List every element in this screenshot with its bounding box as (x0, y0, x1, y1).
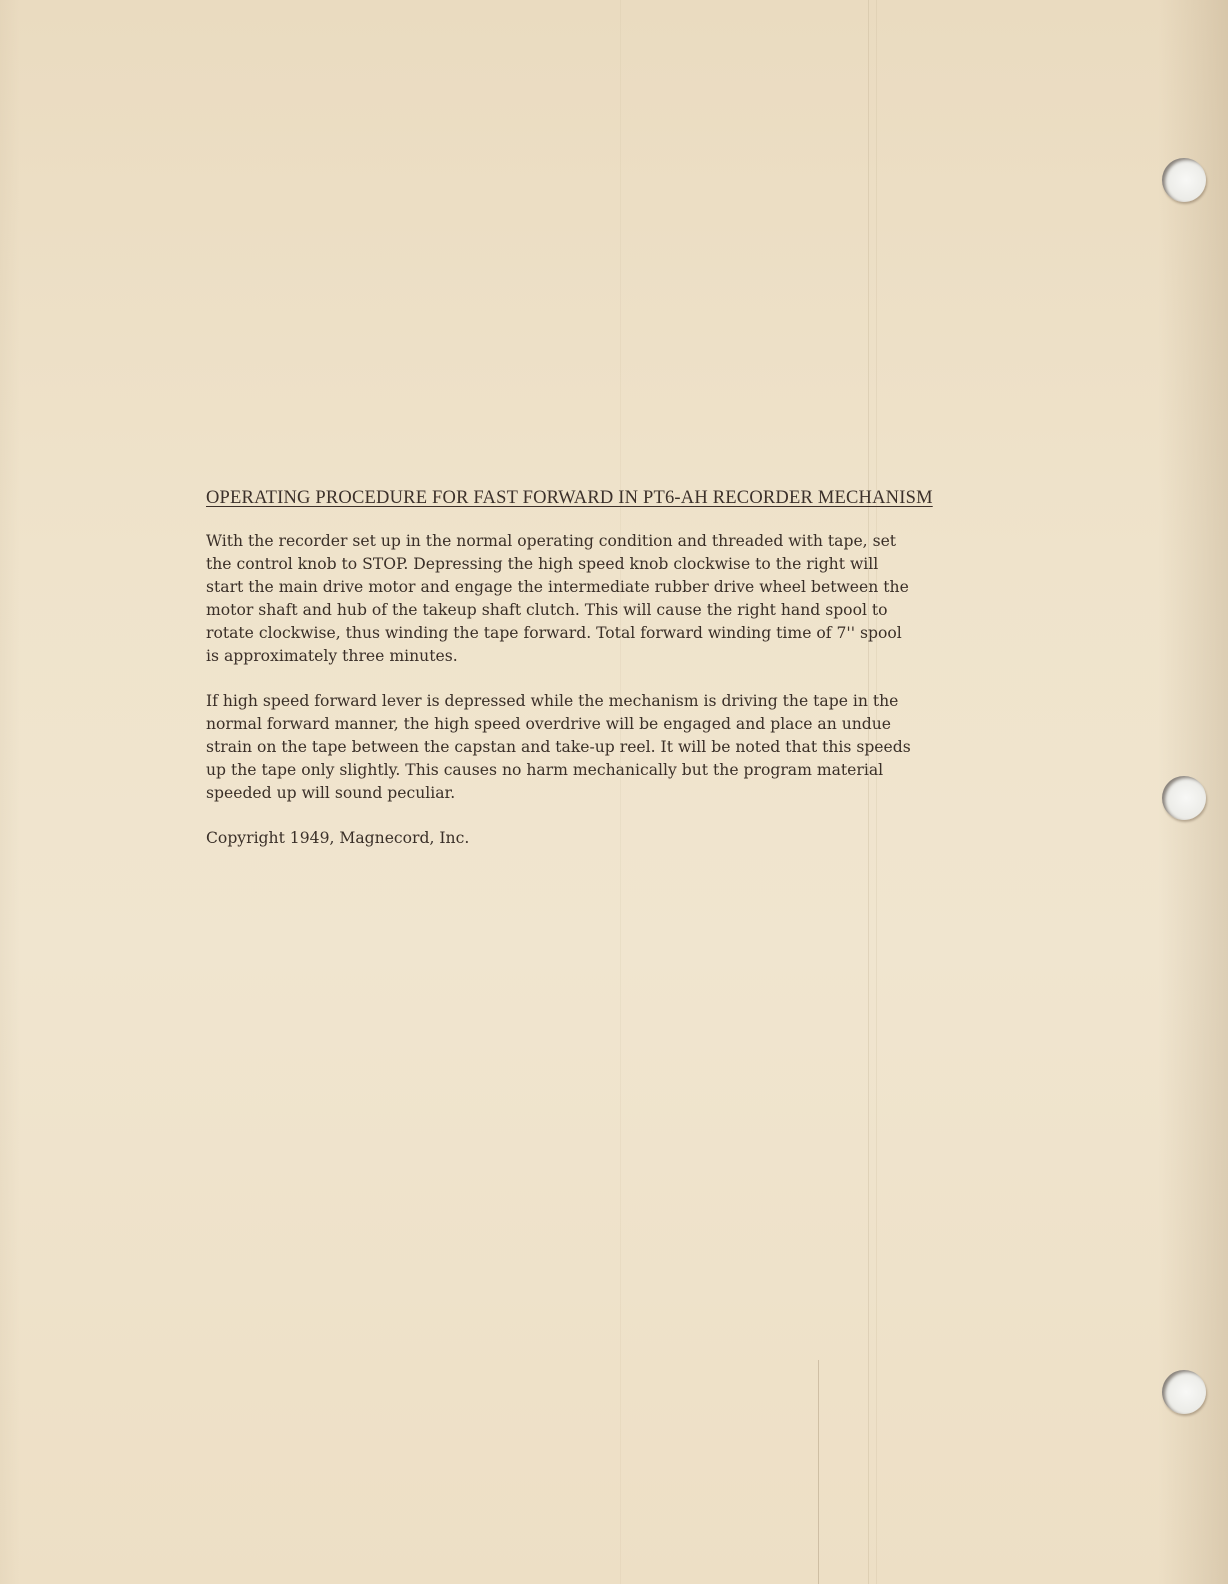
punch-hole-icon (1162, 1370, 1206, 1414)
paragraph-line: up the tape only slightly. This causes no harm mechanically but the program material (206, 761, 884, 779)
paragraph-line: is approximately three minutes. (206, 647, 458, 665)
paragraph-overdrive (206, 690, 1076, 805)
document-heading: OPERATING PROCEDURE FOR FAST FORWARD IN PT6-AH RECORDER MECHANISM (206, 488, 933, 508)
paragraph-fast-forward (206, 530, 1076, 668)
copyright-notice: Copyright 1949, Magnecord, Inc. (206, 829, 470, 847)
paper-crease (818, 1360, 819, 1584)
paragraph-line: strain on the tape between the capstan and take-up reel. It will be noted that this speeds (206, 738, 911, 756)
paragraph-line: rotate clockwise, thus winding the tape forward. Total forward winding time of 7'' spool (206, 624, 902, 642)
paragraph-line: normal forward manner, the high speed overdrive will be engaged and place an undue (206, 715, 892, 733)
punch-hole-icon (1162, 776, 1206, 820)
paragraph-line: start the main drive motor and engage the intermediate rubber drive wheel between the (206, 578, 909, 596)
paragraph-line: With the recorder set up in the normal operating condition and threaded with tape, set (206, 532, 897, 550)
paragraph-line: motor shaft and hub of the takeup shaft clutch. This will cause the right hand spool to (206, 601, 888, 619)
paragraph-line: the control knob to STOP. Depressing the high speed knob clockwise to the right will (206, 555, 879, 573)
paragraph-line: If high speed forward lever is depressed while the mechanism is driving the tape in the (206, 692, 899, 710)
document-body (206, 488, 1076, 850)
punch-hole-icon (1162, 158, 1206, 202)
paragraph-line: speeded up will sound peculiar. (206, 784, 456, 802)
